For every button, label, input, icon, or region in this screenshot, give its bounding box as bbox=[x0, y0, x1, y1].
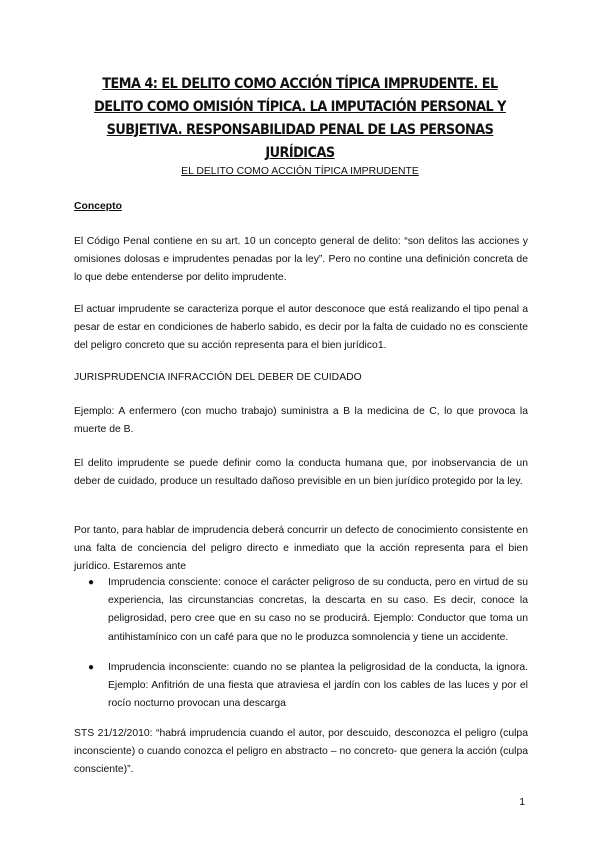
paragraph-therefore: Por tanto, para hablar de imprudencia deberá concurrir un defecto de conocimiento consistente en una falta de conciencia del peligro directo e inmediato que la acción representa para el bien jurídico. Estaremos ante bbox=[74, 525, 528, 573]
bullet-icon: ● bbox=[88, 577, 95, 588]
jurisprudence-line: JURISPRUDENCIA INFRACCIÓN DEL DEBER DE CUIDADO bbox=[74, 372, 362, 383]
document-title: TEMA 4: EL DELITO COMO ACCIÓN TÍPICA IMPRUDENTE. EL DELITO COMO OMISIÓN TÍPICA. LA IMPUTACIÓN PERSONAL Y SUBJETIVA. RESPONSABILIDAD PENAL DE LAS PERSONAS JURÍDICAS bbox=[94, 75, 506, 161]
subheading-concepto: Concepto bbox=[74, 201, 122, 212]
paragraph-definition: El delito imprudente se puede definir como la conducta humana que, por inobservancia de un deber de cuidado, produce un resultado dañoso previsible en un bien jurídico protegido por la ley. bbox=[74, 458, 528, 488]
paragraph-2: El actuar imprudente se caracteriza porque el autor desconoce que está realizando el tipo penal a pesar de estar en condiciones de haberlo sabido, es decir por la falta de cuidado no es consciente del peligro concreto que su acción representa para el bien jurídico1. bbox=[74, 304, 528, 352]
bullet-icon: ● bbox=[88, 662, 95, 673]
paragraph-sts: STS 21/12/2010: “habrá imprudencia cuando el autor, por descuido, desconozca el peligro (culpa inconsciente) o cuando conozca el peligro en abstracto – no concreto- que genera la acción (culpa consciente)”. bbox=[74, 728, 528, 776]
bullet-text-unconscious: Imprudencia inconsciente: cuando no se plantea la peligrosidad de la conducta, la ignora. Ejemplo: Anfitrión de una fiesta que atraviesa el jardín con los cables de las luces y por el rocío nocturno provocan una descarga bbox=[108, 662, 528, 710]
bullet-item bbox=[74, 574, 528, 647]
bullet-item bbox=[74, 659, 528, 714]
paragraph-1: El Código Penal contiene en su art. 10 un concepto general de delito: “son delitos las acciones y omisiones dolosas e imprudentes penadas por la ley”. Pero no contine una definición concreta de lo que debe entenderse por delito imprudente. bbox=[74, 236, 528, 284]
bullet-text-conscious: Imprudencia consciente: conoce el carácter peligroso de su conducta, pero en virtud de su experiencia, las circunstancias concretas, la descarta en su caso. Es decir, conoce la peligrosidad, pero cree que en su caso no se producirá. Ejemplo: Conductor que toma un antihistamínico con un café para que no le produzca somnolencia y tiene un accidente. bbox=[108, 577, 528, 643]
page-number: 1 bbox=[519, 797, 525, 808]
section-heading: EL DELITO COMO ACCIÓN TÍPICA IMPRUDENTE bbox=[181, 166, 419, 177]
paragraph-example: Ejemplo: A enfermero (con mucho trabajo) suministra a B la medicina de C, lo que provoca la muerte de B. bbox=[74, 406, 528, 436]
